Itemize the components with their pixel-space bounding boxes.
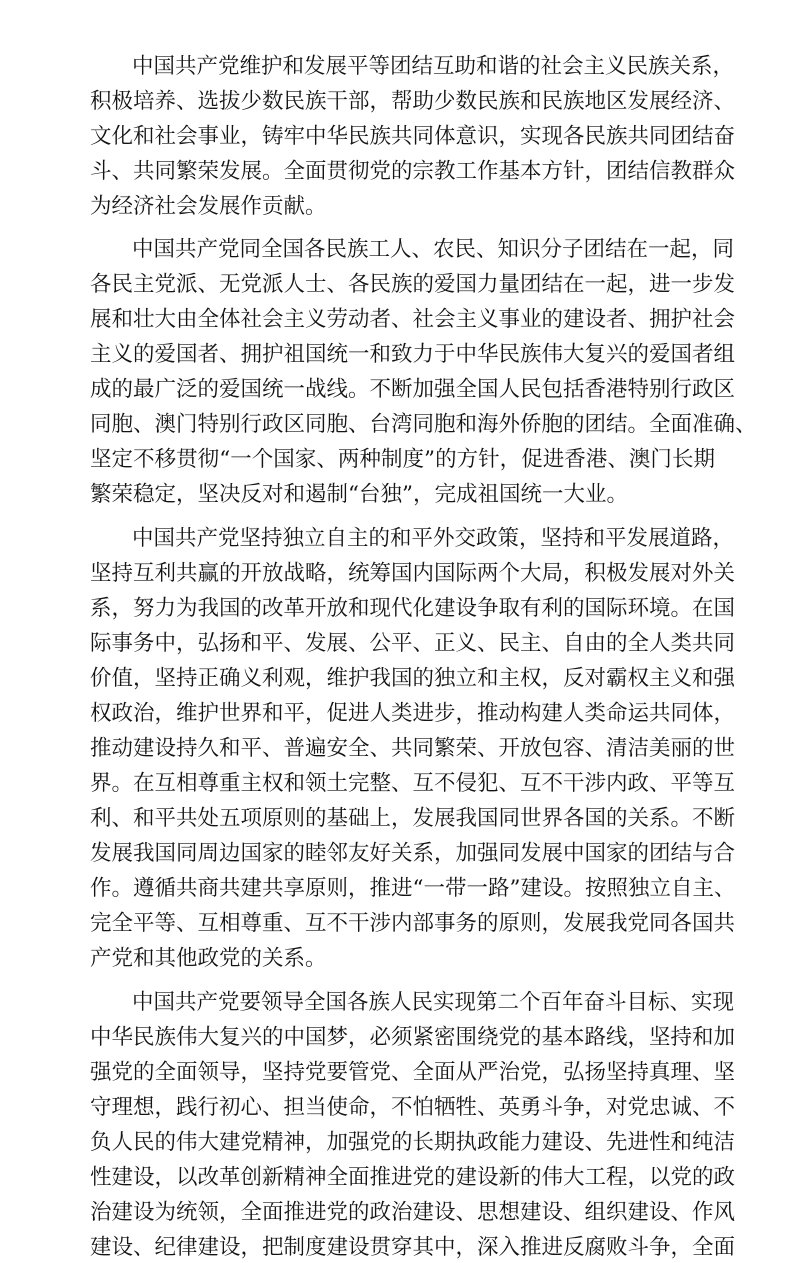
text-line: 价值，坚持正确义利观，维护我国的独立和主权，反对霸权主义和强 (90, 666, 736, 691)
text-line: 作。遵循共商共建共享原则，推进“一带一路”建设。按照独立自主、 (90, 876, 736, 901)
text-line: 守理想，践行初心、担当使命，不怕牺牲、英勇斗争，对党忠诚、不 (90, 1095, 736, 1120)
text-line: 产党和其他政党的关系。 (90, 946, 327, 971)
text-line: 界。在互相尊重主权和领土完整、互不侵犯、互不干涉内政、平等互 (90, 771, 736, 796)
text-line: 推动建设持久和平、普遍安全、共同繁荣、开放包容、清洁美丽的世 (90, 736, 736, 761)
text-line: 坚定不移贯彻“一个国家、两种制度”的方针，促进香港、澳门长期 (90, 447, 715, 472)
text-line: 中国共产党维护和发展平等团结互助和谐的社会主义民族关系， (132, 54, 735, 79)
text-line: 斗、共同繁荣发展。全面贯彻党的宗教工作基本方针，团结信教群众 (90, 159, 736, 184)
text-line: 中国共产党要领导全国各族人民实现第二个百年奋斗目标、实现 (132, 990, 735, 1015)
text-line: 完全平等、互相尊重、互不干涉内部事务的原则，发展我党同各国共 (90, 911, 736, 936)
text-line: 发展我国同周边国家的睦邻友好关系，加强同发展中国家的团结与合 (90, 841, 736, 866)
text-line: 积极培养、选拔少数民族干部，帮助少数民族和民族地区发展经济、 (90, 89, 736, 114)
text-line: 文化和社会事业，铸牢中华民族共同体意识，实现各民族共同团结奋 (90, 124, 736, 149)
text-line: 利、和平共处五项原则的基础上，发展我国同世界各国的关系。不断 (90, 806, 736, 831)
text-line: 主义的爱国者、拥护祖国统一和致力于中华民族伟大复兴的爱国者组 (90, 342, 736, 367)
text-line: 成的最广泛的爱国统一战线。不断加强全国人民包括香港特别行政区 (90, 377, 736, 402)
text-line: 负人民的伟大建党精神，加强党的长期执政能力建设、先进性和纯洁 (90, 1130, 736, 1155)
text-line: 为经济社会发展作贡献。 (90, 194, 327, 219)
text-line: 各民主党派、无党派人士、各民族的爱国力量团结在一起，进一步发 (90, 272, 736, 297)
text-line: 坚持互利共赢的开放战略，统筹国内国际两个大局，积极发展对外关 (90, 561, 736, 586)
text-line: 性建设，以改革创新精神全面推进党的建设新的伟大工程，以党的政 (90, 1165, 736, 1190)
text-line: 治建设为统领，全面推进党的政治建设、思想建设、组织建设、作风 (90, 1200, 736, 1225)
text-line: 中国共产党坚持独立自主的和平外交政策，坚持和平发展道路， (132, 526, 735, 551)
text-line: 系，努力为我国的改革开放和现代化建设争取有利的国际环境。在国 (90, 596, 736, 621)
text-line: 中国共产党同全国各民族工人、农民、知识分子团结在一起，同 (132, 237, 735, 262)
text-line: 中华民族伟大复兴的中国梦，必须紧密围绕党的基本路线，坚持和加 (90, 1025, 736, 1050)
text-line: 展和壮大由全体社会主义劳动者、社会主义事业的建设者、拥护社会 (90, 307, 736, 332)
text-line: 权政治，维护世界和平，促进人类进步，推动构建人类命运共同体， (90, 701, 736, 726)
text-line: 强党的全面领导，坚持党要管党、全面从严治党，弘扬坚持真理、坚 (90, 1060, 736, 1085)
text-line: 繁荣稳定，坚决反对和遏制“台独”，完成祖国统一大业。 (90, 482, 628, 507)
text-line: 同胞、澳门特别行政区同胞、台湾同胞和海外侨胞的团结。全面准确、 (90, 412, 757, 437)
text-line: 建设、纪律建设，把制度建设贯穿其中，深入推进反腐败斗争，全面 (90, 1235, 736, 1260)
text-line: 际事务中，弘扬和平、发展、公平、正义、民主、自由的全人类共同 (90, 631, 736, 656)
